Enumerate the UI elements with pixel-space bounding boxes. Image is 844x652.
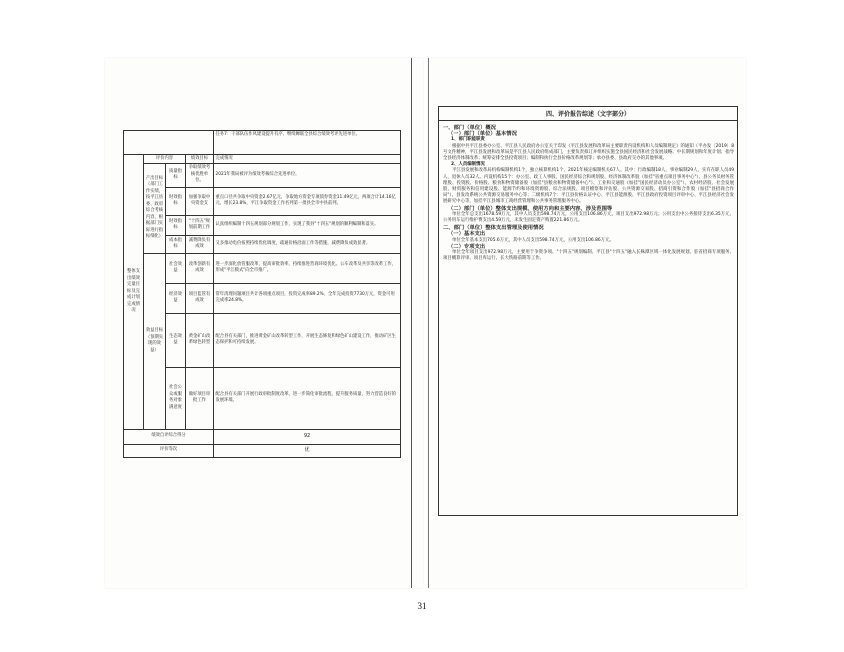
section-heading-2: 二、部门（单位）整体支出管理及使用情况	[443, 225, 544, 232]
row-b1-target: 改革创新有成效	[186, 253, 214, 283]
item-heading-1: 1、部门职能职责	[451, 137, 485, 143]
row-a1-status: 2021年我局被评为绩效考核综合先进单位。	[214, 163, 401, 187]
row-b4-indicator: 社会公众或服务对象满意度	[166, 367, 186, 429]
row-b1-indicator: 社会效益	[166, 253, 186, 283]
paragraph-basic-expenditure: 单位全年基本支出705.6万元，其中人员支出598.74万元，公用支出106.86万元。	[452, 237, 614, 243]
row-a3-indicator: 时效指标	[166, 215, 186, 235]
row-a3-status: 认真组织编制十四五规划部分规划工作，实现了我县"十四五"规划的顺利编制和落实。	[214, 215, 401, 235]
paragraph-duties: 根据中共平江县委办公室、平江县人民政府办公室关于印发《平江县发展和改革局主要职责内设机构和人员编制规定》的通知（平办发〔2019〕8号文件精神，平江县发展和改革局是平江县人民政府组成部门，主要负责拟订并组织实施全县国民经济和社会发展战略、中长期规划和年度计划；指导全县经济体制改革；统筹安排全县投资项目；编制和执行全县价格改革规划等；承办县委、县政府交办的其他事项。	[443, 143, 734, 162]
row-b2-status: 常年清理问题项目共计各项重点项目，投资完成率89.2%，全年完成投资7730万元，资金可用完成率24.8%。	[214, 283, 401, 313]
header-indicator: 绩效目标	[186, 155, 214, 164]
subsection-heading-1: （一）部门（单位）基本情况	[448, 131, 517, 138]
outer-label-cell: 整体支出绩效完量目标及完成计划完成情况	[124, 155, 144, 430]
subsection-heading-2: （二）部门（单位）整体支出规模、使用方向和主要内容、涉及范围等	[448, 205, 613, 212]
row-b2-indicator: 经济效益	[166, 283, 186, 313]
page-edge-right	[428, 58, 429, 588]
top-row-content: 任务7：干部队伍作风建设提升有序，继续蝉联全县综合绩效考评先进单位。	[214, 131, 401, 155]
row-a2-status: 重点口径共争取中央资金2.67亿元，争取地方资金专项债券资金11.49亿元，两项合计14.16亿元，增长23.8%，平江争取资金工作名列第一批县全市中县前列。	[214, 187, 401, 215]
header-content: 评价内容	[144, 155, 186, 164]
row-b4-status: 配合县有关部门开展行政审批制度改革，进一步简化审批流程，提升服务质量，努力营造良好的发展环境。	[214, 367, 401, 429]
row-b1-status: 进一步深化放管服改革，提高审批效率，持续推进营商环境优化。公车改革及共享等改革工作，形成"平江模式"向全市推广。	[214, 253, 401, 283]
row-b2-target: 项目监管有成效	[186, 283, 214, 313]
section-heading-1: 一、部门（单位）概况	[443, 125, 496, 131]
row-a3-target: "十四五"规划前期工作	[186, 215, 214, 235]
row-b4-target: 做好项目审批工作	[186, 367, 214, 429]
row-b3-status: 配合县有关部门，推进黄金矿山改革转型工作，开展生态修复和绿色矿山建设工作，推动矿区生态保护和可持续发展。	[214, 313, 401, 367]
paragraph-staffing: 平江县发展和改革局机构编制机构1个，独立核算机构1个，2021年核定编制机关67人。其中：行政编制18人，事业编制29人，实有在职人员49人，退休人员32人。内设机构15个：办公室、政工人事股、国民经济综合和规划股、经济体制改革股（加挂"省重点项目事务中心"）、县公务员财务管理股、投资股、价格股、粮食和物资储备股（加挂"县粮食和物资储备中心"）、工业和交通股（加挂"国民经济动员办公室"）、农村经济股、社会发展股、财贸服务和信用建设股、能源节约和环境资源股、综合法规股、项目稽察和评估股、公共资源交易股、招商引资和合作股（加挂"县招商合作局"）、县发改系统公共资源交易服务中心等；二级机构7个：平江县价格认证中心、平江县能源股、平江县政府投资项目评审中心、平江县经济社会发展研究中心等，加挂平江县城市工商经营管理和公共事务管理服务中心。	[443, 168, 734, 205]
header-status: 完成情况	[214, 155, 401, 164]
performance-table	[123, 130, 401, 458]
score-label: 绩效自评综合得分	[124, 429, 214, 444]
group-a-label: 产出目标（部门工作实绩，按平江县委、政府综合考核内容，根据部门实际进行指标细化）	[144, 163, 166, 253]
report-title: 四、评价报告综述（文字部分）	[545, 111, 630, 118]
page-edge-left	[411, 58, 412, 588]
top-row-blank	[124, 131, 214, 155]
subsection-heading-3: （一）基本支出	[448, 231, 486, 238]
paragraph-expenditure: 单位全年总支出1678.59万元，其中人员支出598.74万元，公用支出106.86万元，项目支出972.98万元；公用支出中公务接待支出6.35万元，公务用车运行维护费支出4.59万元，未发生固定资产购置221.86万元。	[443, 211, 734, 224]
row-a2-target: 加强争取中央资金支	[186, 187, 214, 215]
report-content	[443, 124, 734, 262]
page-number: 31	[417, 601, 427, 611]
row-a4-indicator: 成本指标	[166, 235, 186, 253]
group-b-label: 效益目标（预期实现的效益）	[144, 253, 166, 429]
row-a4-status: 又多推动电价按照持续优化调度，疏通价格沿面工作等措施，减费降负成效显著。	[214, 235, 401, 253]
score-value: 92	[214, 429, 401, 444]
row-b3-target: 黄金矿山改革绿色转型	[186, 313, 214, 367]
row-a1-target: 争取绩效考核优胜单位。	[186, 163, 214, 187]
title-divider	[438, 120, 738, 121]
grade-label: 评价等次	[124, 444, 214, 457]
paragraph-project-expenditure: 单位全年项目支出972.98万元，主要用于争资争项、"十四五"规划编制、平江县"十四五"融入长株潭区域一体化发展规划、驻省招商专项服务、项目概算评审、项目库运行、长大铁路前期等工作。	[443, 250, 734, 262]
row-a2-indicator: 时效指标	[166, 187, 186, 215]
item-heading-2: 2、人员编制情况	[451, 162, 485, 168]
grade-value: 优	[214, 444, 401, 457]
row-a4-target: 减费降负有成效	[186, 235, 214, 253]
row-b3-indicator: 生态效益	[166, 313, 186, 367]
subsection-heading-4: （二）专项支出	[448, 243, 486, 250]
row-a1-indicator: 质量指标	[166, 163, 186, 187]
